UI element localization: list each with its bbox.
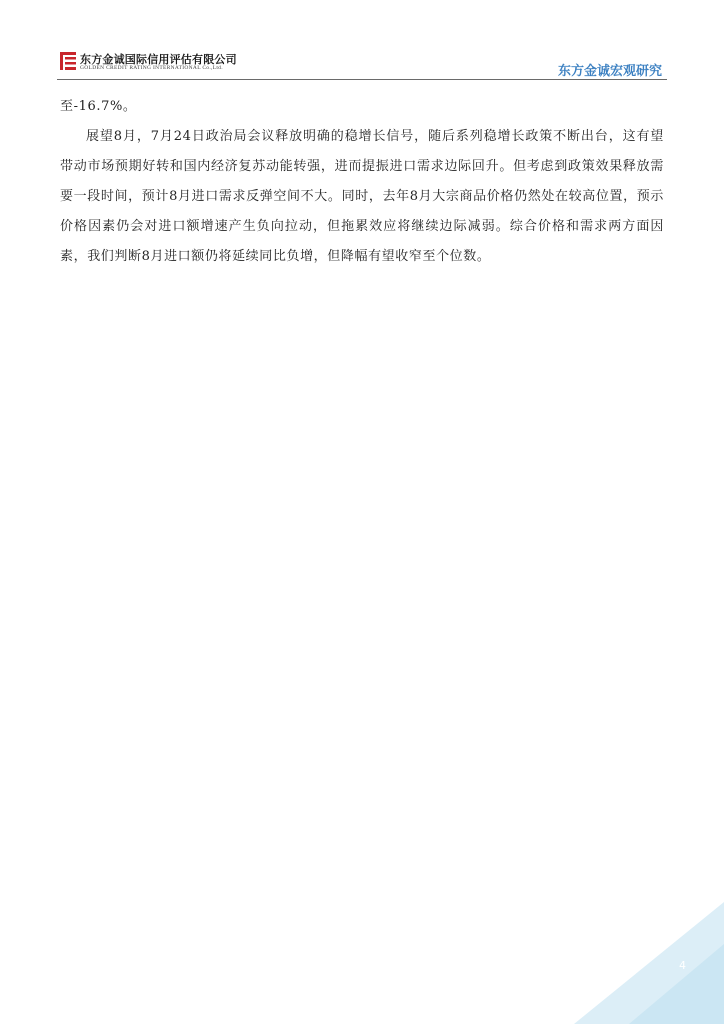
company-name-en: GOLDEN CREDIT RATING INTERNATIONAL Co.,Ltd. xyxy=(80,65,223,71)
page-header xyxy=(0,0,724,80)
corner-decoration xyxy=(544,874,724,1024)
company-name-cn: 东方金诚国际信用评估有限公司 xyxy=(80,53,237,66)
page-number: 4 xyxy=(679,959,686,972)
paragraph-outlook: 展望8月，7月24日政治局会议释放明确的稳增长信号，随后系列稳增长政策不断出台，这有望带动市场预期好转和国内经济复苏动能转强，进而提振进口需求边际回升。但考虑到政策效果释放需要一段时间，预计8月进口需求反弹空间不大。同时，去年8月大宗商品价格仍然处在较高位置，预示价格因素仍会对进口额增速产生负向拉动，但拖累效应将继续边际减弱。综合价格和需求两方面因素，我们判断8月进口额仍将延续同比负增，但降幅有望收窄至个位数。 xyxy=(60,129,664,264)
header-divider xyxy=(57,79,667,80)
paragraph-continuation: 至-16.7%。 xyxy=(60,99,137,114)
company-logo-icon xyxy=(60,52,76,70)
body-text xyxy=(60,92,664,272)
report-series-title: 东方金诚宏观研究 xyxy=(557,64,662,79)
